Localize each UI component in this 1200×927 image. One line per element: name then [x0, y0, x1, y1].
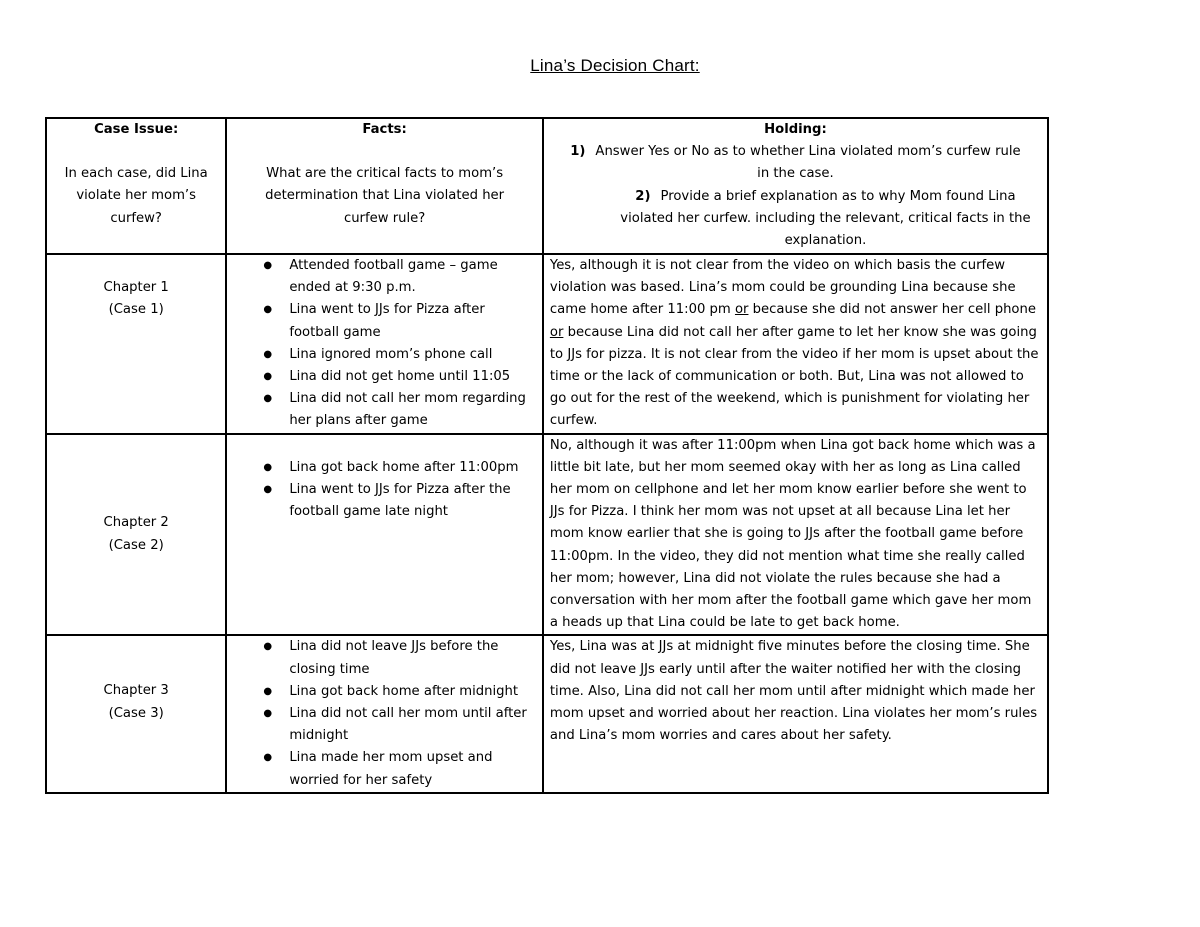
case-label: (Case 3)	[108, 705, 164, 721]
holding-header	[543, 118, 1048, 254]
case-row	[46, 254, 1048, 434]
holding-cell	[543, 635, 1048, 792]
list-number: 2)	[635, 188, 651, 204]
case-label: (Case 2)	[108, 537, 164, 553]
holding-text: Yes, Lina was at JJs at midnight five minutes before the closing time. She did not leave JJs early until after the waiter notified her with the closing time. Also, Lina did not call her mom until after midnight which made her mom upset and worried about her reaction. Lina violates her mom’s rules and Lina’s mom worries and cares about her safety.	[549, 639, 1038, 744]
holding-instructions	[548, 141, 1043, 252]
fact-item: ● Lina did not call her mom until after midnight	[289, 703, 538, 747]
fact-item: ● Lina got back home after midnight	[289, 681, 538, 703]
facts-list	[231, 457, 538, 524]
holding-instruction-item	[548, 186, 1043, 253]
case-issue-question: In each case, did Lina violate her mom’s curfew?	[64, 166, 208, 226]
facts-header	[226, 118, 543, 254]
facts-cell	[226, 434, 543, 636]
fact-item: ● Lina got back home after 11:00pm	[289, 457, 538, 479]
facts-label: Facts:	[362, 122, 407, 137]
fact-item: ● Lina made her mom upset and worried for her safety	[289, 747, 538, 791]
fact-item: ● Lina did not call her mom regarding her plans after game	[289, 388, 538, 432]
instruction-text: Provide a brief explanation as to why Mom found Lina violated her curfew. including the relevant, critical facts in the explanation.	[620, 188, 1031, 249]
fact-item: ● Lina went to JJs for Pizza after the football game late night	[289, 479, 538, 523]
chapter-label: Chapter 3	[103, 683, 169, 699]
fact-item: ● Lina did not get home until 11:05	[289, 366, 538, 388]
fact-item: ● Lina did not leave JJs before the closing time	[289, 636, 538, 680]
facts-list	[231, 255, 538, 433]
fact-item: ● Lina went to JJs for Pizza after football game	[289, 299, 538, 343]
chapter-label: Chapter 2	[103, 515, 169, 531]
chapter-label: Chapter 1	[103, 280, 169, 295]
holding-emphasis: or	[549, 324, 564, 340]
fact-item: ● Lina ignored mom’s phone call	[289, 344, 538, 366]
chapter-cell	[46, 254, 226, 434]
holding-text: Yes, although it is not clear from the video on which basis the curfew violation was based. Lina’s mom could be grounding Lina because she came home after 11:00 pm	[549, 258, 1016, 318]
holding-text: because Lina did not call her after game to let her know she was going to JJs for pizza. It is not clear from the video if her mom is upset about the time or the lack of communication or both. But, Lina was not allowed to go out for the rest of the weekend, which is punishment for violating her curfew.	[549, 324, 1039, 429]
decision-chart-table	[45, 117, 1049, 794]
case-row	[46, 434, 1048, 636]
holding-label: Holding:	[764, 122, 827, 137]
holding-emphasis: or	[734, 302, 749, 318]
header-row	[46, 118, 1048, 254]
chapter-cell	[46, 434, 226, 636]
holding-text: No, although it was after 11:00pm when Lina got back home which was a little bit late, but her mom seemed okay with her as long as Lina called her mom on cellphone and let her mom know earlier before she went to JJs for Pizza. I think her mom was not upset at all because Lina let her mom know earlier that she is going to JJs after the football game before 11:00pm. In the video, they did not mention what time she really called her mom; however, Lina did not violate the rules because she had a conversation with her mom after the football game which gave her mom a heads up that Lina could be late to get back home.	[549, 437, 1036, 631]
case-row	[46, 635, 1048, 792]
fact-item: ● Attended football game – game ended at 9:30 p.m.	[289, 255, 538, 299]
holding-cell	[543, 254, 1048, 434]
facts-question: What are the critical facts to mom’s determination that Lina violated her curfew rule?	[265, 166, 505, 226]
holding-cell	[543, 434, 1048, 636]
facts-cell	[226, 254, 543, 434]
holding-text: because she did not answer her cell phone	[748, 302, 1036, 318]
facts-list	[231, 636, 538, 791]
holding-instruction-item	[548, 141, 1043, 185]
case-issue-header	[46, 118, 226, 254]
case-issue-label: Case Issue:	[94, 122, 179, 137]
page-title: Lina’s Decision Chart:	[530, 56, 700, 75]
list-number: 1)	[570, 144, 586, 160]
chapter-cell	[46, 635, 226, 792]
instruction-text: Answer Yes or No as to whether Lina violated mom’s curfew rule in the case.	[595, 144, 1021, 182]
facts-cell	[226, 635, 543, 792]
case-label: (Case 1)	[108, 302, 164, 318]
